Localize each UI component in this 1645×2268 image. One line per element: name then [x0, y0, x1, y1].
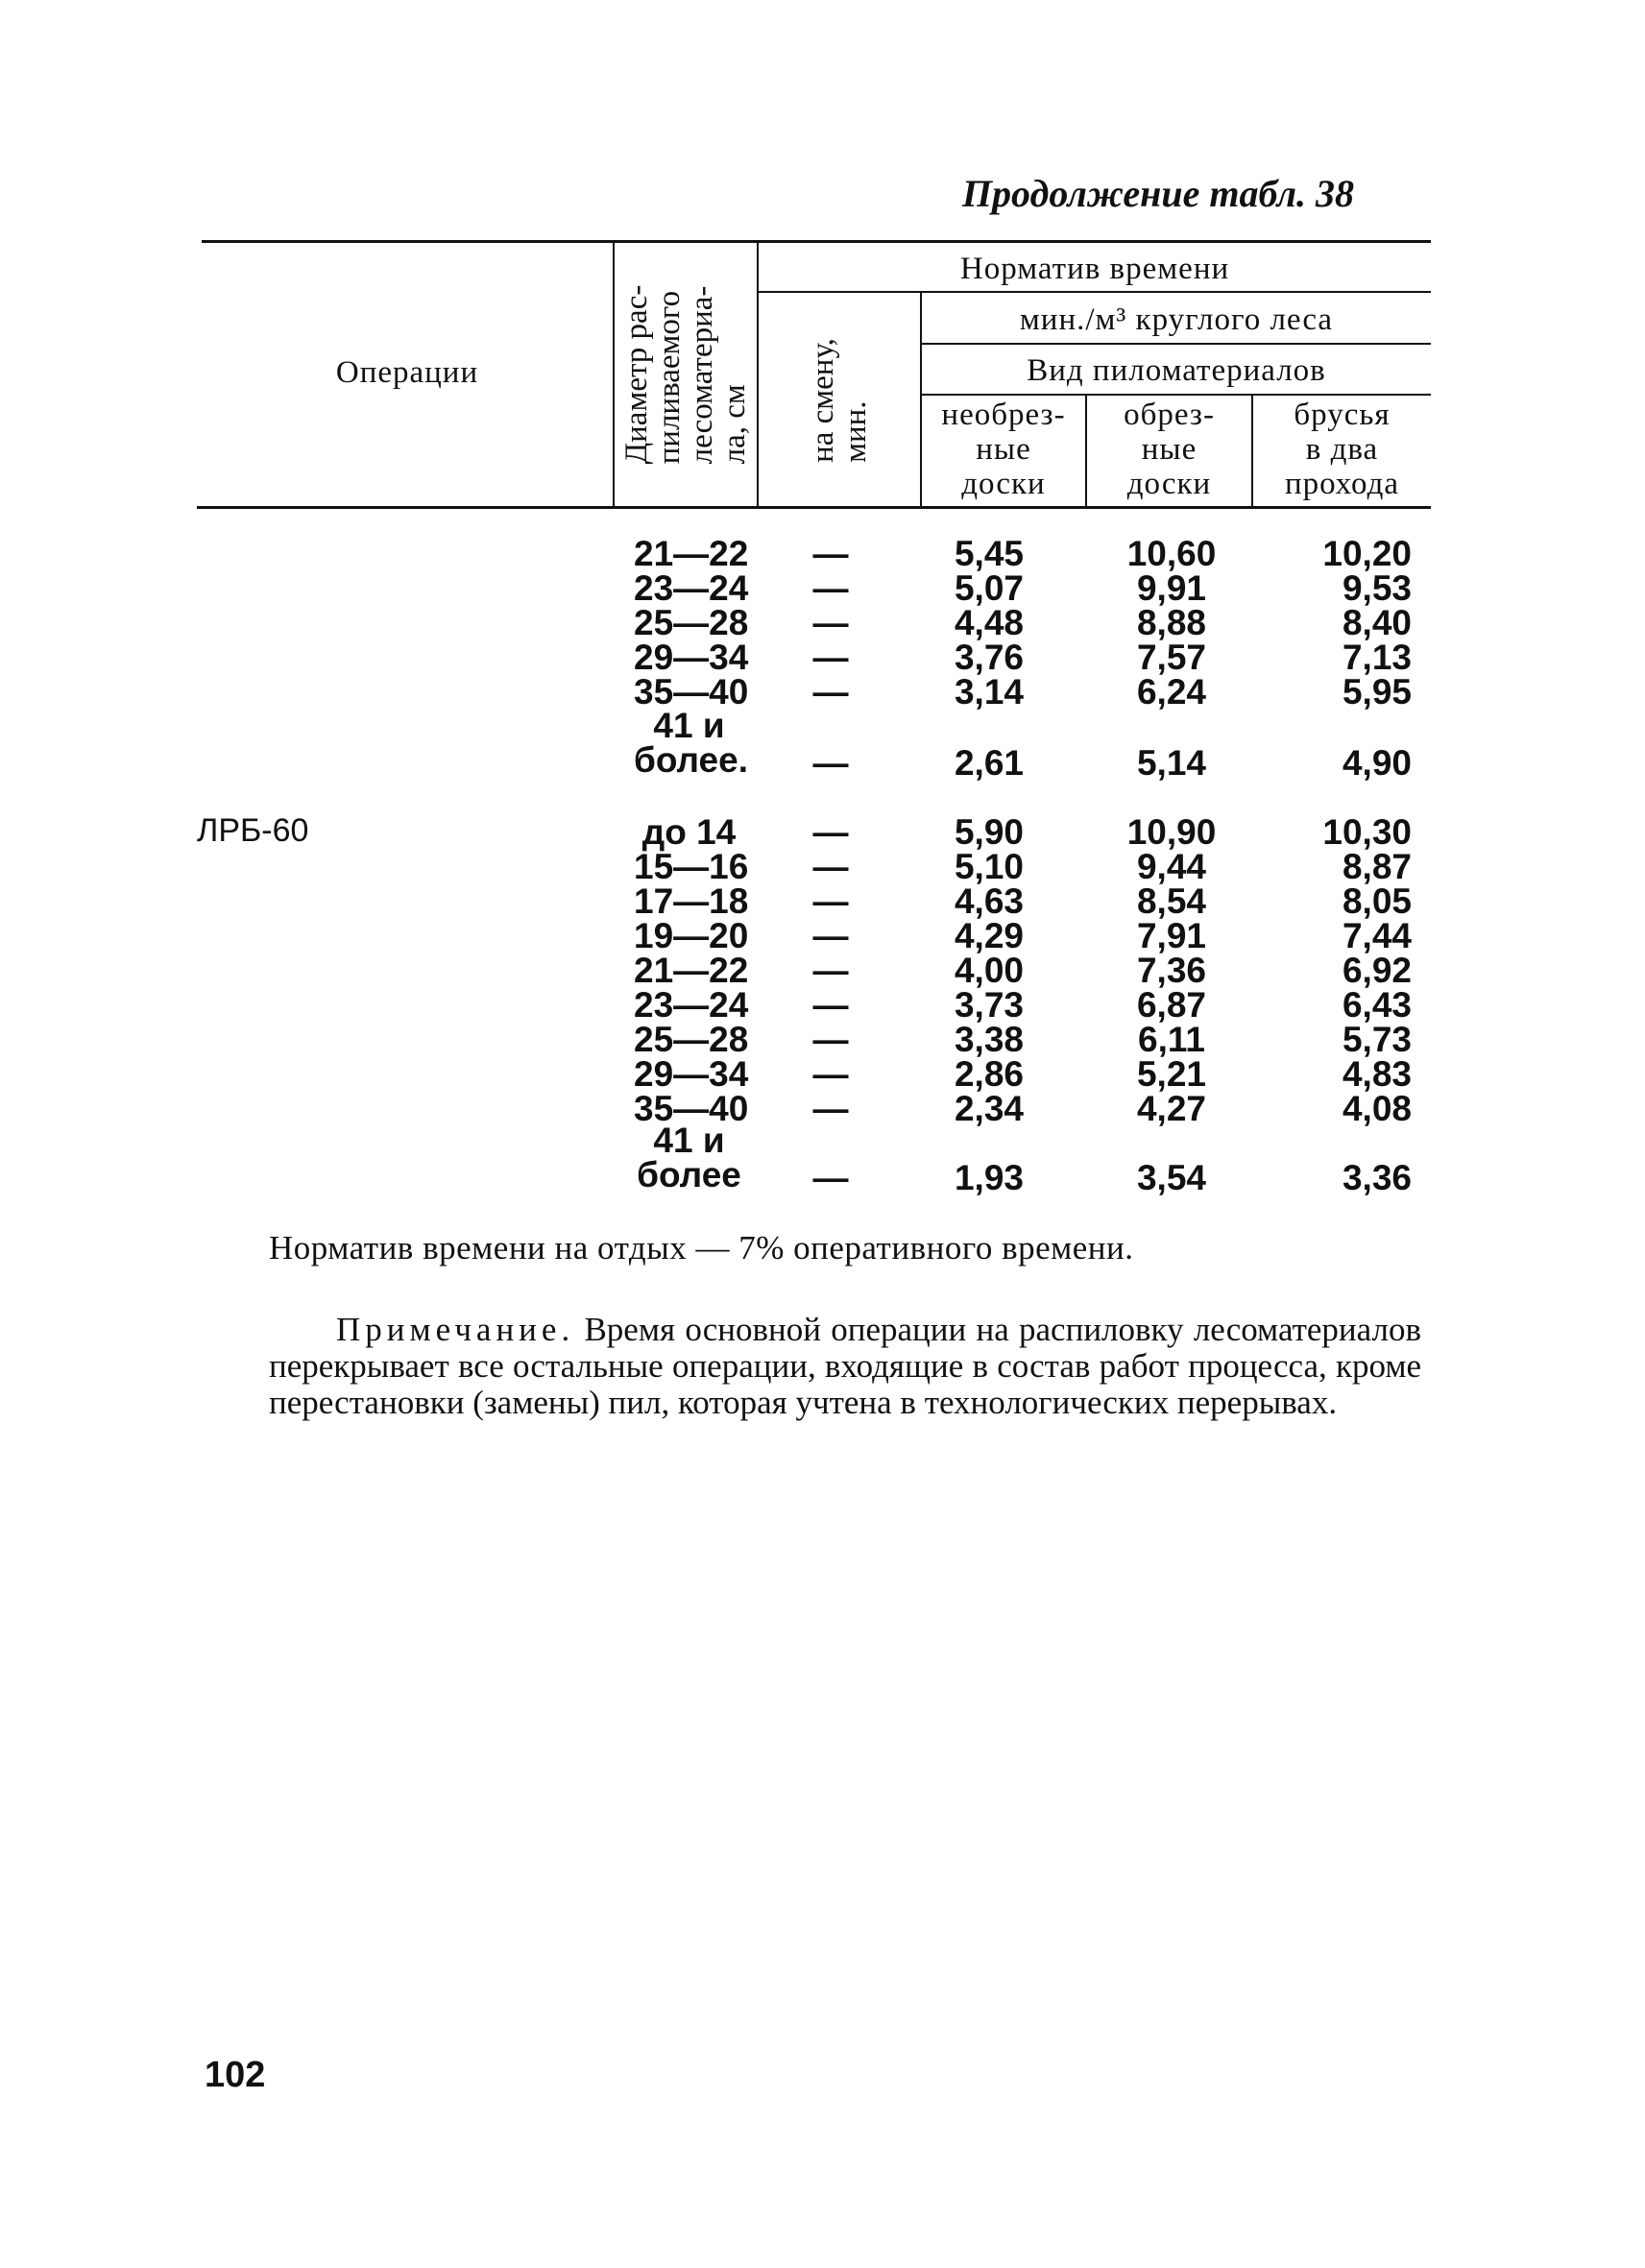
- cell-diameter-line: 41 и: [653, 1121, 725, 1160]
- table-row: [0, 881, 1645, 921]
- cell-beams: 5,73: [1342, 1020, 1412, 1059]
- cell-unedged: 4,00: [954, 951, 1024, 990]
- cell-unedged: 3,14: [954, 672, 1024, 712]
- cell-unedged: 2,86: [954, 1054, 1024, 1094]
- cell-diameter-line: более.: [634, 740, 748, 780]
- cell-edged: 4,27: [1136, 1089, 1206, 1128]
- header-line: необрез-: [941, 398, 1066, 432]
- cell-edged: 10,90: [1126, 812, 1217, 852]
- cell-beams: 7,44: [1342, 916, 1412, 955]
- header-per-shift-line: на смену,: [806, 337, 840, 463]
- table-row: [0, 847, 1645, 886]
- table-row: [0, 568, 1645, 608]
- cell-per-shift: —: [812, 568, 849, 608]
- table-row: [0, 916, 1645, 955]
- cell-beams: 5,95: [1342, 672, 1412, 712]
- cell-diameter: 25—28: [634, 603, 749, 642]
- cell-per-shift: —: [812, 916, 849, 955]
- cell-unedged: 2,34: [954, 1089, 1024, 1128]
- rest-time-norm: Норматив времени на отдых — 7% оперативного времени.: [269, 1229, 1134, 1267]
- header-per-shift-line: мин.: [838, 399, 873, 463]
- cell-beams: 10,20: [1322, 534, 1412, 573]
- operation-label: ЛРБ-60: [197, 812, 309, 849]
- header-line: в два: [1305, 432, 1379, 467]
- cell-diameter: 23—24: [634, 568, 749, 608]
- footnote: [269, 1312, 1421, 1421]
- cell-beams: 6,92: [1342, 951, 1412, 990]
- cell-per-shift: —: [812, 847, 849, 886]
- cell-unedged: 3,73: [954, 985, 1024, 1025]
- cell-beams: 8,05: [1342, 881, 1412, 921]
- per-m3-rule: [922, 343, 1431, 345]
- header-edged-boards: [1087, 398, 1251, 501]
- table-row: [0, 951, 1645, 990]
- table-row: [0, 638, 1645, 677]
- cell-edged: 9,91: [1136, 568, 1206, 608]
- cell-edged: 8,54: [1136, 881, 1206, 921]
- table-row: [0, 672, 1645, 712]
- header-line: брусья: [1294, 398, 1391, 432]
- header-line: прохода: [1284, 467, 1400, 501]
- cell-unedged: 3,76: [954, 638, 1024, 677]
- header-line: ные: [1141, 432, 1197, 467]
- header-per-m3: мин./м³ круглого леса: [1019, 302, 1334, 337]
- table-row: [0, 534, 1645, 573]
- cell-beams: 4,83: [1342, 1054, 1412, 1094]
- cell-edged: 7,91: [1136, 916, 1206, 955]
- cell-per-shift: —: [812, 881, 849, 921]
- cell-unedged: 2,61: [954, 743, 1024, 783]
- cell-beams: 4,90: [1342, 743, 1412, 783]
- cell-unedged: 5,10: [954, 847, 1024, 886]
- cell-per-shift: —: [812, 1158, 849, 1197]
- table-continuation-title: Продолжение табл. 38: [961, 172, 1354, 215]
- cell-unedged: 1,93: [954, 1158, 1024, 1197]
- table-row: [0, 1020, 1645, 1059]
- header-lumber-type: Вид пиломатериалов: [1027, 353, 1326, 388]
- cell-edged: 3,54: [1136, 1158, 1206, 1197]
- cell-diameter: 23—24: [634, 985, 749, 1025]
- cell-per-shift: —: [812, 1089, 849, 1128]
- cell-diameter: 35—40: [634, 1089, 749, 1128]
- footnote-text: Время основной операции на распиловку лесоматериалов перекрывает все остальные операции, входящие в состав работ процесса, кроме перестановки (замены) пил, которая учтена в технологических перерывах.: [269, 1311, 1421, 1421]
- header-diameter-line: пиливаемого: [652, 290, 687, 465]
- cell-unedged: 5,90: [954, 812, 1024, 852]
- cell-per-shift: —: [812, 1054, 849, 1094]
- cell-edged: 7,36: [1136, 951, 1206, 990]
- cell-edged: 6,24: [1136, 672, 1206, 712]
- cell-diameter: 29—34: [634, 1054, 749, 1094]
- cell-diameter: 25—28: [634, 1020, 749, 1059]
- table-row: [0, 740, 1645, 783]
- cell-edged: 6,11: [1138, 1020, 1205, 1059]
- cell-edged: 7,57: [1136, 638, 1206, 677]
- cell-beams: 4,08: [1342, 1089, 1412, 1128]
- cell-per-shift: —: [812, 1020, 849, 1059]
- cell-edged: 6,87: [1136, 985, 1206, 1025]
- cell-edged: 5,21: [1136, 1054, 1206, 1094]
- header-unedged-boards: [922, 398, 1085, 501]
- header-diameter: [615, 242, 757, 507]
- cell-edged: 5,14: [1136, 743, 1206, 783]
- table-row: [0, 1054, 1645, 1094]
- cell-diameter: 15—16: [634, 847, 749, 886]
- header-line: обрез-: [1124, 398, 1215, 432]
- cell-per-shift: —: [812, 603, 849, 642]
- header-line: ные: [976, 432, 1031, 467]
- cell-unedged: 3,38: [954, 1020, 1024, 1059]
- cell-beams: 8,40: [1342, 603, 1412, 642]
- table-row: [0, 603, 1645, 642]
- cell-edged: 9,44: [1136, 847, 1206, 886]
- lumber-type-rule: [922, 394, 1431, 396]
- header-operations: Операции: [335, 355, 479, 390]
- header-per-shift: [759, 293, 920, 507]
- cell-diameter-line: более: [637, 1155, 741, 1194]
- cell-diameter: до 14: [641, 812, 737, 852]
- cell-unedged: 5,07: [954, 568, 1024, 608]
- cell-beams: 3,36: [1342, 1158, 1412, 1197]
- cell-diameter: 35—40: [634, 672, 749, 712]
- cell-beams: 7,13: [1342, 638, 1412, 677]
- cell-beams: 8,87: [1342, 847, 1412, 886]
- cell-beams: 6,43: [1342, 985, 1412, 1025]
- footnote-label: Примечание.: [336, 1311, 575, 1348]
- cell-diameter: 19—20: [634, 916, 749, 955]
- cell-per-shift: —: [812, 638, 849, 677]
- cell-unedged: 4,29: [954, 916, 1024, 955]
- cell-unedged: 5,45: [954, 534, 1024, 573]
- cell-per-shift: —: [812, 951, 849, 990]
- cell-edged: 8,88: [1136, 603, 1206, 642]
- cell-diameter: 29—34: [634, 638, 749, 677]
- table-row: [0, 985, 1645, 1025]
- header-diameter-line: Диаметр рас-: [619, 284, 654, 465]
- header-norm-time: Норматив времени: [959, 252, 1230, 286]
- cell-per-shift: —: [812, 534, 849, 573]
- cell-diameter: 21—22: [634, 534, 749, 573]
- cell-per-shift: —: [812, 985, 849, 1025]
- header-beams: [1253, 398, 1431, 501]
- cell-diameter-line: 41 и: [653, 706, 725, 745]
- cell-per-shift: —: [812, 743, 849, 783]
- cell-unedged: 4,48: [954, 603, 1024, 642]
- table-row: [0, 812, 1645, 852]
- table-row: [0, 1089, 1645, 1128]
- page-number: 102: [205, 2055, 266, 2095]
- cell-per-shift: —: [812, 672, 849, 712]
- header-diameter-line: ла, см: [717, 384, 752, 465]
- cell-diameter: 17—18: [634, 881, 749, 921]
- header-line: доски: [961, 467, 1046, 501]
- cell-edged: 10,60: [1126, 534, 1217, 573]
- header-line: доски: [1126, 467, 1212, 501]
- table-row: [0, 1155, 1645, 1197]
- header-diameter-line: лесоматериа-: [685, 285, 719, 465]
- table-top-rule: [202, 240, 1431, 243]
- cell-unedged: 4,63: [954, 881, 1024, 921]
- cell-beams: 10,30: [1322, 812, 1412, 852]
- cell-beams: 9,53: [1342, 568, 1412, 608]
- cell-per-shift: —: [812, 812, 849, 852]
- cell-diameter: 21—22: [634, 951, 749, 990]
